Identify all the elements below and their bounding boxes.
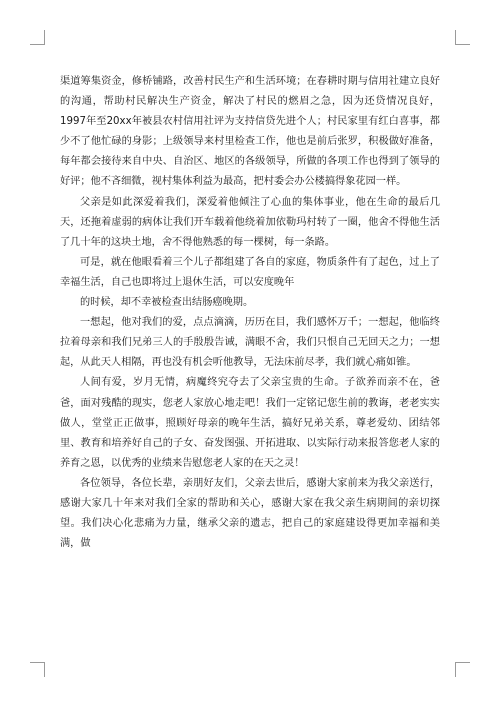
paragraph: 可是，就在他眼看着三个儿子都组建了各自的家庭，物质条件有了起色，过上了幸福生活，自己也即将过上退休生活，可以安度晚年 [60, 256, 440, 288]
paragraph: 的时候，却不幸被检查出结肠癌晚期。 [80, 297, 254, 309]
corner-mark-bottom-left [30, 662, 45, 677]
corner-mark-top-right [455, 30, 470, 45]
paragraph: 人间有爱，岁月无情，病魔终究夺去了父亲宝贵的生命。子欲养而亲不在，爸爸，面对残酷的现实，您老人家放心地走吧！我们一定铭记您生前的教诲，老老实实做人，堂堂正正做事，照顾好母亲的晚年生活，搞好兄弟关系，尊老爱幼、团结邻里、教育和培养好自己的子女、奋发图强、开拓进取、以实际行动来报答您老人家的养育之恩，以优秀的业绩来告慰您老人家的在天之灵！ [60, 377, 440, 469]
corner-mark-top-left [30, 30, 45, 45]
paragraph: 各位领导，各位长辈，亲朋好友们，父亲去世后，感谢大家前来为我父亲送行，感谢大家几十年来对我们全家的帮助和关心，感谢大家在我父亲生病期间的亲切探望。我们决心化悲痛为力量，继承父亲的遗志，把自己的家庭建设得更加幸福和美满，做 [60, 477, 440, 550]
paragraph: 父亲是如此深爱着我们，深爱着他倾注了心血的集体事业，他在生命的最后几天，还拖着虚弱的病体让我们开车载着他绕着加依勒玛村转了一圈，他舍不得他生活了几十年的这块土地，舍不得他熟悉的每一棵树，每一条路。 [60, 196, 440, 248]
paragraph: 渠道筹集资金，修桥铺路，改善村民生产和生活环境；在春耕时期与信用社建立良好的沟通，帮助村民解决生产资金，解决了村民的燃眉之急，因为还贷情况良好，1997年至20xx年被县农村信用社评为支持信贷先进个人；村民家里有红白喜事，都少不了他忙碌的身影；上级领导来村里检查工作，他也是前后张罗，积极做好准备，每年都会接待来自中央、自治区、地区的各级领导，所做的各项工作也得到了领导的好评；他不吝细微，视村集体利益为最高，把村委会办公楼搞得象花园一样。 [60, 76, 440, 188]
document-body [60, 72, 440, 554]
paragraph: 一想起，他对我们的爱，点点滴滴，历历在目，我们感怀万千；一想起，他临终拉着母亲和我们兄弟三人的手殷殷告诫，满眼不舍，我们只恨自己无回天之力；一想起，从此天人相隔，再也没有机会听他教导，无法床前尽孝，我们就心痛如锥。 [60, 317, 440, 369]
corner-mark-bottom-right [455, 662, 470, 677]
